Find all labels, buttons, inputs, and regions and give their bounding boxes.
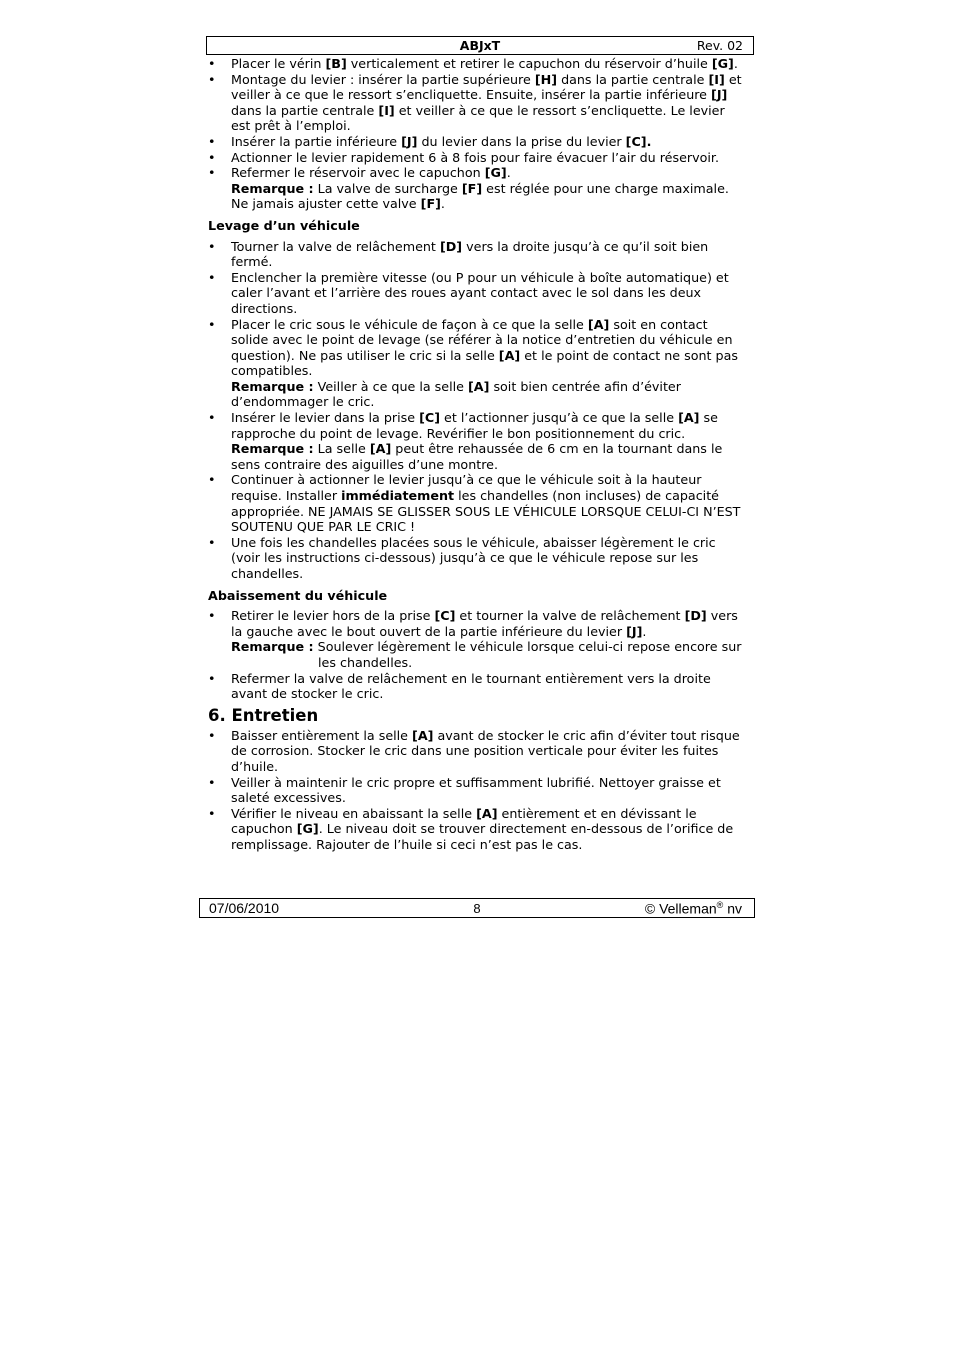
list-item: • Tourner la valve de relâchement [D] vers la droite jusqu’à ce qu’il soit bien fermé.: [208, 239, 748, 270]
list-item: • Une fois les chandelles placées sous le véhicule, abaisser légèrement le cric (voir les instructions ci-dessous) jusqu’à ce que le véhicule repose sur les chandelles.: [208, 535, 748, 582]
revision-label: Rev. 02: [696, 38, 743, 53]
bold-text: [G]: [711, 56, 734, 71]
bold-text: [G]: [296, 821, 319, 837]
list-item: • Enclencher la première vitesse (ou P pour un véhicule à boîte automatique) et caler l’avant et l’arrière des roues ayant contact avec le sol dans les deux directions.: [208, 270, 748, 317]
bold-text: [J]: [626, 623, 643, 639]
document-body: [208, 56, 748, 853]
bold-text: Remarque :: [231, 639, 314, 655]
bold-text: [A]: [678, 410, 700, 426]
bold-text: [J]: [711, 87, 728, 103]
list-item: • Refermer la valve de relâchement en le tournant entièrement vers la droite avant de stocker le cric.: [208, 671, 748, 702]
bold-text: [H]: [534, 71, 558, 87]
list-item: • Actionner le levier rapidement 6 à 8 fois pour faire évacuer l’air du réservoir.: [208, 150, 748, 166]
bold-text: [D]: [684, 608, 707, 624]
list-item: • Insérer le levier dans la prise [C] et l’actionner jusqu’à ce que la selle [A] se rapproche du point de levage. Revérifier le bon positionnement du cric. Remarque : La selle [A] peut être rehaussée de 6 cm en la tournant dans le sens contraire des aiguilles d’une montre.: [208, 410, 748, 472]
bold-text: [C]: [434, 608, 456, 624]
bold-text: [F]: [461, 180, 483, 196]
bold-text: immédiatement: [341, 488, 455, 504]
model-name: ABJxT: [459, 38, 501, 53]
page-footer: [199, 898, 755, 918]
bold-text: Remarque :: [231, 180, 314, 196]
copyright-text: © Velleman: [644, 900, 717, 917]
copyright-suffix: nv: [723, 900, 742, 917]
bold-text: [I]: [378, 102, 395, 118]
lifting-heading: Levage d’un véhicule: [208, 217, 360, 233]
list-item: • Placer le cric sous le véhicule de façon à ce que la selle [A] soit en contact solide avec le point de levage (se référer à la notice d’entretien du véhicule en question). Ne pas utiliser le cric si la selle [A] et le point de contact ne sont pas compatibles. Remarque : Veiller à ce que la selle [A] soit bien centrée afin d’éviter d’endommager le cric.: [208, 317, 748, 411]
registered-mark: ®: [716, 900, 724, 910]
list-item: • Montage du levier : insérer la partie supérieure [H] dans la partie centrale [I] et veiller à ce que le ressort s’encliquette. Ensuite, insérer la partie inférieure [J] dans la partie centrale [I] et veiller à ce que le ressort s’encliquette. Le levier est prêt à l’emploi.: [208, 72, 748, 134]
bold-text: [F]: [420, 196, 441, 212]
lowering-heading: Abaissement du véhicule: [208, 587, 388, 603]
maintenance-heading: 6. Entretien: [208, 705, 319, 725]
list-item: • Placer le vérin [B] verticalement et retirer le capuchon du réservoir d’huile [G].: [208, 56, 748, 72]
lifting-list: [208, 239, 748, 582]
list-item: • Veiller à maintenir le cric propre et suffisamment lubrifié. Nettoyer graisse et saleté excessives.: [208, 775, 748, 806]
lowering-list: [208, 608, 748, 702]
list-item: • Baisser entièrement la selle [A] avant de stocker le cric afin d’éviter tout risque de corrosion. Stocker le cric dans une position verticale pour éviter les fuites d’huile.: [208, 728, 748, 775]
remark-note: Remarque : Soulever légèrement le véhicule lorsque celui-ci repose encore sur les chandelles.: [231, 639, 742, 670]
bold-text: [C]: [419, 410, 440, 426]
copyright: [645, 900, 742, 917]
bold-text: [C].: [625, 133, 652, 149]
bold-text: Remarque :: [231, 378, 314, 394]
bold-text: [A]: [467, 378, 490, 394]
list-item: • Continuer à actionner le levier jusqu’à ce que le véhicule soit à la hauteur requise. Installer immédiatement les chandelles (non incluses) de capacité appropriée. NE JAMAIS SE GLISSER SOUS LE VÉHICULE LORSQUE CELUI-CI N’EST SOUTENU QUE PAR LE CRIC !: [208, 472, 748, 534]
maintenance-list: [208, 728, 748, 853]
bold-text: [B]: [325, 56, 347, 71]
bold-text: [A]: [412, 727, 434, 743]
list-item: • Retirer le levier hors de la prise [C] et tourner la valve de relâchement [D] vers la gauche avec le bout ouvert de la partie inférieure du levier [J]. Remarque : Soulever légèrement le véhicule lorsque celui-ci repose encore sur les chandelles.: [208, 608, 748, 670]
bold-text: [A]: [369, 441, 392, 457]
bold-text: [A]: [476, 805, 498, 821]
list-item: • Vérifier le niveau en abaissant la selle [A] entièrement et en dévissant le capuchon [G]. Le niveau doit se trouver directement en-dessous de l’orifice de remplissage. Rajouter de l’huile si ceci n’est pas le cas.: [208, 806, 748, 853]
bold-text: [J]: [401, 133, 418, 149]
bold-text: Remarque :: [231, 441, 314, 457]
intro-list: [208, 56, 748, 212]
bold-text: [D]: [439, 238, 463, 254]
list-item: • Insérer la partie inférieure [J] du levier dans la prise du levier [C].: [208, 134, 748, 150]
page-header: [206, 36, 754, 55]
list-item: • Refermer le réservoir avec le capuchon [G]. Remarque : La valve de surcharge [F] est réglée pour une charge maximale. Ne jamais ajuster cette valve [F].: [208, 165, 748, 212]
page-number: 8: [473, 901, 481, 916]
footer-date: 07/06/2010: [209, 900, 280, 916]
bold-text: [G]: [484, 165, 507, 181]
bold-text: [I]: [708, 71, 725, 87]
bold-text: [A]: [587, 316, 610, 332]
bold-text: [A]: [498, 347, 521, 363]
